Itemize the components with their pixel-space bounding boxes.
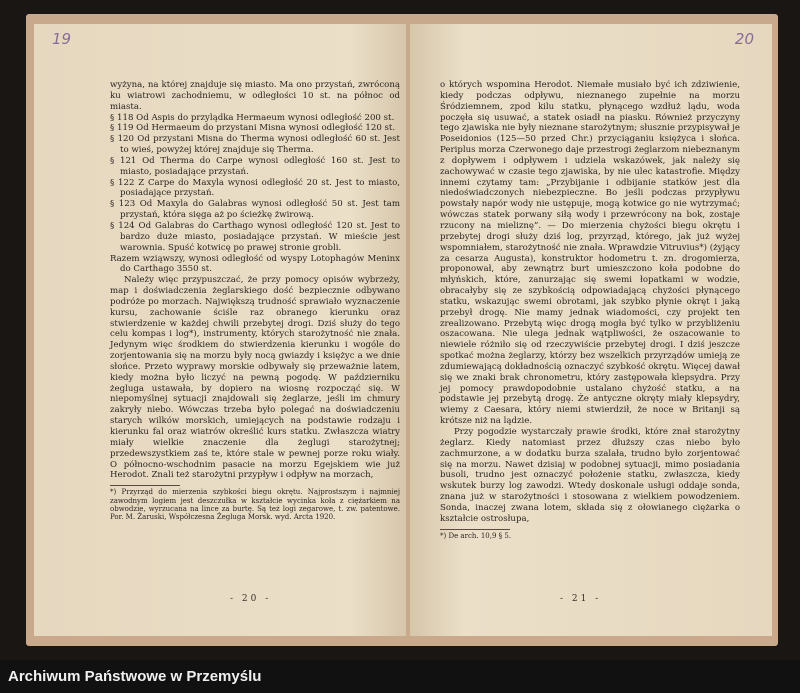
paragraph: Razem wziąwszy, wynosi odległość od wyspy Lotophagów Meninx do Carthago 3550 st.	[110, 253, 400, 275]
page-folio: - 20 -	[230, 594, 272, 604]
page-folio: - 21 -	[560, 594, 602, 604]
footnote: *) Przyrząd do mierzenia szybkości biegu okrętu. Najprostszym i najmniej zawodnym logiem jest deszczułka w kształcie wycinka koła z ciężarkiem na obwodzie, wyrzucana na lince za burtę. Są też logi zegarowe, t. zw. patentowe. Por. M. Żaruski, Współczesna Żegluga Morsk. wyd. Arcta 1920.	[110, 488, 400, 522]
left-page	[34, 24, 406, 636]
archive-caption: Archiwum Państwowe w Przemyślu	[0, 660, 800, 693]
paragraph: Przy pogodzie wystarczały prawie środki, które znał starożytny żeglarz. Kiedy natomiast przez dłuższy czas niebo było zachmurzone, a w dodatku burza szalała, trudno było zorjentować się na morzu. Nawet dzisiaj w podobnej sytuacji, mimo posiadania busoli, trudno jest oznaczyć położenie statku, zwłaszcza, kiedy wskutek burzy log zawodzi. Wtedy doskonale usługi oddaje sonda, znana już w starożytności i stosowana z wielkiem powodzeniem. Sonda, inaczej zwana lotem, składa się z ołowianego ciężarka o kształcie ostrosłupa,	[440, 427, 740, 524]
paragraph: § 121 Od Therma do Carpe wynosi odległość 160 st. Jest to miasto, posiadające przystań.	[110, 155, 400, 177]
paragraph: wyżyna, na której znajduje się miasto. Ma ono przystań, zwróconą ku wiatrowi zachodniemu, w odległości 10 st. na północ od miasta.	[110, 80, 400, 112]
footnote-rule	[110, 485, 180, 486]
handwritten-page-number: 20	[734, 30, 754, 48]
paragraph: § 118 Od Aspis do przylądka Hermaeum wynosi odległość 200 st.	[110, 112, 395, 123]
right-page-text	[440, 80, 740, 540]
handwritten-page-number: 19	[52, 30, 72, 48]
right-page	[410, 24, 772, 636]
paragraph: § 122 Z Carpe do Maxyla wynosi odległość 20 st. Jest to miasto, posiadające przystań.	[110, 177, 400, 199]
paragraph: Należy więc przypuszczać, że przy pomocy opisów wybrzeży, map i doświadczenia żeglarskiego dość bezpiecznie odbywano podróże po morzach. Największą trudność sprawiało wyznaczenie kursu, zachowanie ściśle raz obranego kierunku oraz stwierdzenie w każdej chwili przebytej drogi. Dziś służy do tego celu kompas i log*), instrumenty, których starożytność nie znała. Jedynym więc środkiem do stwierdzenia kierunku i wogóle do zorjentowania się na morzu były nocą gwiazdy i księżyc a we dnie słońce. Przeto wyprawy morskie odbywały się przeważnie latem, kiedy można było liczyć na pewną pogodę. W październiku żegluga ustawała, by dopiero na wiosnę rozpocząć się. W niepomyślnej sytuacji znajdowali się żeglarze, jeśli im chmury zakryły niebo. Wówczas trzeba było polegać na doświadczeniu starych wilków morskich, umiejących na podstawie rodzaju i kierunku fal oraz wiatrów określić kurs statku. Zwłaszcza wiatry miały wielkie znaczenie dla żeglugi starożytnej; przedewszystkiem zaś te, które stale w pewnej porze roku wiały. O północno-wschodnim pasacie na morzu Egejskiem wie już Herodot. Znali też starożytni przypływ i odpływ na morzach,	[110, 275, 400, 481]
open-book	[26, 14, 778, 646]
footnote: *) De arch. 10,9 § 5.	[440, 531, 512, 540]
paragraph: o których wspomina Herodot. Niemałe musiało być ich zdziwienie, kiedy podczas odpływu, nieznanego zupełnie na morzu Śródziemnem, zpod kilu statku, płynącego wzdłuż lądu, woda poczęła się usuwać, a statek osiadł na piasku. Również przyczyny tego zjawiska nie były nieznane starożytnym; słusznie przypisywał je Poseidonios (125—50 przed Chr.) przyciąganiu księżyca i słońca. Periplus morza Czerwonego daje przestrogi żeglarzom niebeznanym z dopływem i odpływem i udziela wskazówek, jak należy się zachowywać w czasie tego zjawiska, by nie ulec katastrofie. Między innemi czytamy tam: „Przybijanie i odbijanie statków jest dla niedoświadczonych niebezpieczne. Bo jeśli podczas przypływu powstały napór wody nie ustępuje, mogą kotwice go nie wytrzymać; wówczas statek porwany siłą wody i przewrócony na bok, zostaje rzucony na mieliznę”. — Do mierzenia chyżości biegu okrętu i przebytej drogi służy dziś log, przyrząd, którego, jak już wyżej wspomniałem, starożytność nie znała. Wprawdzie Vitruvius*) (żyjący za cesarza Augusta), konstruktor hodometru t. zn. drogomierza, proponował, aby zewnątrz burt umieszczono koła podobne do młyńskich, które, zanurzając się swemi łopatkami w wodzie, obracałyby się ze szybkością odpowiadającą chyżości płynącego statku, wskazując swemi obrotami, jak szybko płynie okręt i jaką przebył drogę. Nie mamy jednak wiadomości, czy projekt ten zrealizowano. Przebytą więc drogą mogła być tylko w przybliżeniu oszacowana. Nie ulega jednak wątpliwości, że oszacowanie to niewiele różniło się od rzeczywiście przebytej drogi. I dziś jeszcze spotkać można żeglarzy, którzy bez wszelkich przyrządów umieją ze zdumiewającą dokładnością oznaczyć szybkość okrętu. Więcej dawał się we znaki brak chronometru, który zastępowała klepsydra. Przy jej pomocy prawdopodobnie ustalano chyżość statku, a na podstawie jej przebytą drogę. Że antyczne okręty miały klepsydry, wiemy z Caesara, który niemi stwierdził, że noce w Britanji są krótsze niż na lądzie.	[440, 80, 740, 427]
paragraph: § 123 Od Maxyla do Galabras wynosi odległość 50 st. Jest tam przystań, która sięga aż po ścieżkę żwirową.	[110, 199, 400, 221]
paragraph: § 120 Od przystani Misna do Therma wynosi odległość 60 st. Jest to wieś, powyżej której znajduje się Therma.	[110, 134, 400, 156]
footnote-rule	[440, 529, 510, 530]
paragraph: § 124 Od Galabras do Carthago wynosi odległość 120 st. Jest to bardzo duże miasto, posiadające przystań. W mieście jest warownia. Spuść kotwicę po prawej stronie grobli.	[110, 220, 400, 253]
paragraph: § 119 Od Hermaeum do przystani Misna wynosi odległość 120 st.	[110, 123, 396, 134]
left-page-text	[110, 80, 400, 522]
